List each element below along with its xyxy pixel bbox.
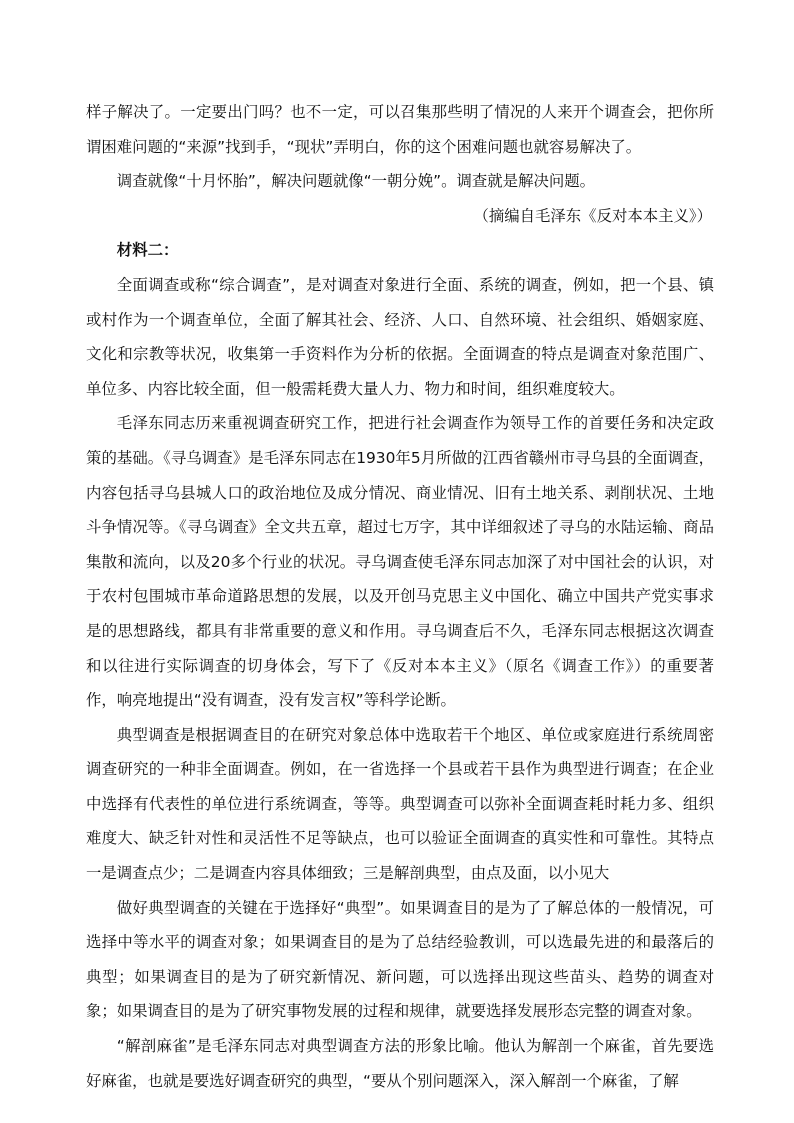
document-page xyxy=(86,95,714,1098)
paragraph-dissecting-sparrow: “解剖麻雀”是毛泽东同志对典型调查方法的形象比喻。他认为解剖一个麻雀，首先要选好麻雀，也就是要选好调查研究的典型，“要从个别问题深入，深入解剖一个麻雀，了解 xyxy=(86,1037,714,1090)
source-citation: （摘编自毛泽东《反对本本主义》） xyxy=(473,206,712,225)
paragraph-comprehensive-survey: 全面调查或称“综合调查”，是对调查对象进行全面、系统的调查，例如，把一个县、镇或村作为一个调查单位，全面了解其社会、经济、人口、自然环境、社会组织、婚姻家庭、文化和宗教等状况，收集第一手资料作为分析的依据。全面调查的特点是调查对象范围广、单位多、内容比较全面，但一般需耗费大量人力、物力和时间，组织难度较大。 xyxy=(86,275,714,398)
paragraph-choosing-typical: 做好典型调查的关键在于选择好“典型”。如果调查目的是为了了解总体的一般情况，可选择中等水平的调查对象；如果调查目的是为了总结经验教训，可以选最先进的和最落后的典型；如果调查目的是为了研究新情况、新问题，可以选择出现这些苗头、趋势的调查对象；如果调查目的是为了研究事物发展的过程和规律，就要选择发展形态完整的调查对象。 xyxy=(86,898,714,1021)
section-heading-material-two: 材料二： xyxy=(116,241,179,260)
paragraph-xunwu-survey: 毛泽东同志历来重视调查研究工作，把进行社会调查作为领导工作的首要任务和决定政策的基础。《寻乌调查》是毛泽东同志在1930年5月所做的江西省赣州市寻乌县的全面调查，内容包括寻乌县城人口的政治地位及成分情况、商业情况、旧有土地关系、剥削状况、土地斗争情况等。《寻乌调查》全文共五章，超过七万字，其中详细叙述了寻乌的水陆运输、商品集散和流向，以及20多个行业的状况。寻乌调查使毛泽东同志加深了对中国社会的认识，对于农村包围城市革命道路思想的发展，以及开创马克思主义中国化、确立中国共产党实事求是的思想路线，都具有非常重要的意义和作用。寻乌调查后不久，毛泽东同志根据这次调查和以往进行实际调查的切身体会，写下了《反对本本主义》（原名《调查工作》）的重要著作，响亮地提出“没有调查，没有发言权”等科学论断。 xyxy=(86,414,714,710)
paragraph-continuation: 样子解决了。一定要出门吗？也不一定，可以召集那些明了情况的人来开个调查会，把你所谓困难问题的“来源”找到手，“现状”弄明白，你的这个困难问题也就容易解决了。 xyxy=(86,103,714,156)
paragraph-typical-survey: 典型调查是根据调查目的在研究对象总体中选取若干个地区、单位或家庭进行系统周密调查研究的一种非全面调查。例如，在一省选择一个县或若干县作为典型进行调查；在企业中选择有代表性的单位进行系统调查，等等。典型调查可以弥补全面调查耗时耗力多、组织难度大、缺乏针对性和灵活性不足等缺点，也可以验证全面调查的真实性和可靠性。其特点一是调查点少；二是调查内容具体细致；三是解剖典型，由点及面，以小见大 xyxy=(86,725,714,883)
paragraph-conclusion: 调查就像“十月怀胎”，解决问题就像“一朝分娩”。调查就是解决问题。 xyxy=(116,172,596,191)
